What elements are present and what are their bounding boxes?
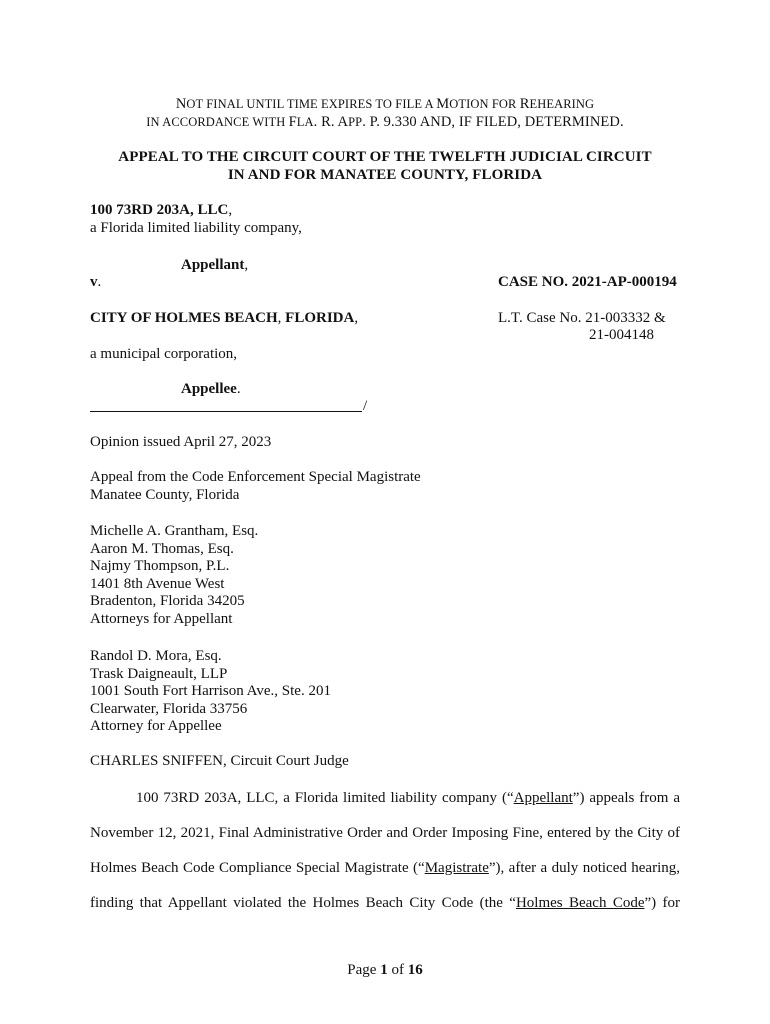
body-line-4: finding that Appellant violated the Holmes Beach City Code (the “Holmes Beach Code”) for	[90, 895, 680, 911]
body-line-2: November 12, 2021, Final Administrative Order and Order Imposing Fine, entered by the City of	[90, 825, 680, 841]
court-heading-line-1: APPEAL TO THE CIRCUIT COURT OF THE TWELFTH JUDICIAL CIRCUIT	[118, 149, 652, 165]
page-number: 1	[380, 962, 388, 978]
caption-slash: /	[363, 398, 368, 414]
opinion-body-paragraph	[90, 789, 680, 912]
appellant-description: a Florida limited liability company,	[90, 220, 302, 236]
court-heading-line-2: IN AND FOR MANATEE COUNTY, FLORIDA	[227, 167, 543, 183]
caption-signature-rule	[90, 411, 362, 412]
appellant-name: 100 73RD 203A, LLC,	[90, 202, 233, 218]
opinion-issued-date: Opinion issued April 27, 2023	[90, 434, 272, 450]
lower-tribunal-case-line-2: 21-004148	[589, 327, 654, 343]
body-line-3: Holmes Beach Code Compliance Special Magistrate (“Magistrate”), after a duly noticed hearing,	[90, 860, 680, 876]
notice-line-2: IN ACCORDANCE WITH FLA. R. APP. P. 9.330 AND, IF FILED, DETERMINED.	[146, 114, 624, 130]
lower-tribunal-case-line-1: L.T. Case No. 21-003332 &	[498, 310, 666, 326]
notice-line-1: NOT FINAL UNTIL TIME EXPIRES TO FILE A MOTION FOR REHEARING	[175, 96, 595, 112]
appellee-description: a municipal corporation,	[90, 346, 238, 362]
page-footer: Page 1 of 16	[347, 962, 423, 978]
appellee-counsel-block: Randol D. Mora, Esq. Trask Daigneault, LLP 1001 South Fort Harrison Ave., Ste. 201 Clearwater, Florida 33756 Attorney for Appellee	[90, 648, 331, 735]
appeal-from-block: Appeal from the Code Enforcement Special Magistrate Manatee County, Florida	[90, 469, 421, 503]
defined-term-appellant: Appellant	[513, 790, 573, 806]
judge-name: CHARLES SNIFFEN, Circuit Court Judge	[90, 753, 349, 769]
case-number: CASE NO. 2021-AP-000194	[498, 274, 677, 290]
versus: v.	[90, 274, 102, 290]
defined-term-holmes-beach-code: Holmes Beach Code	[515, 895, 645, 911]
appellee-role: Appellee.	[181, 381, 241, 397]
appellant-role: Appellant,	[181, 257, 249, 273]
appellant-counsel-block: Michelle A. Grantham, Esq. Aaron M. Thomas, Esq. Najmy Thompson, P.L. 1401 8th Avenue West Bradenton, Florida 34205 Attorneys for Appellant	[90, 523, 259, 627]
appellee-name: CITY OF HOLMES BEACH, FLORIDA,	[90, 310, 359, 326]
defined-term-magistrate: Magistrate	[424, 860, 489, 876]
page-total: 16	[407, 962, 423, 978]
body-line-1: 100 73RD 203A, LLC, a Florida limited liability company (“Appellant”) appeals from a	[136, 790, 681, 806]
